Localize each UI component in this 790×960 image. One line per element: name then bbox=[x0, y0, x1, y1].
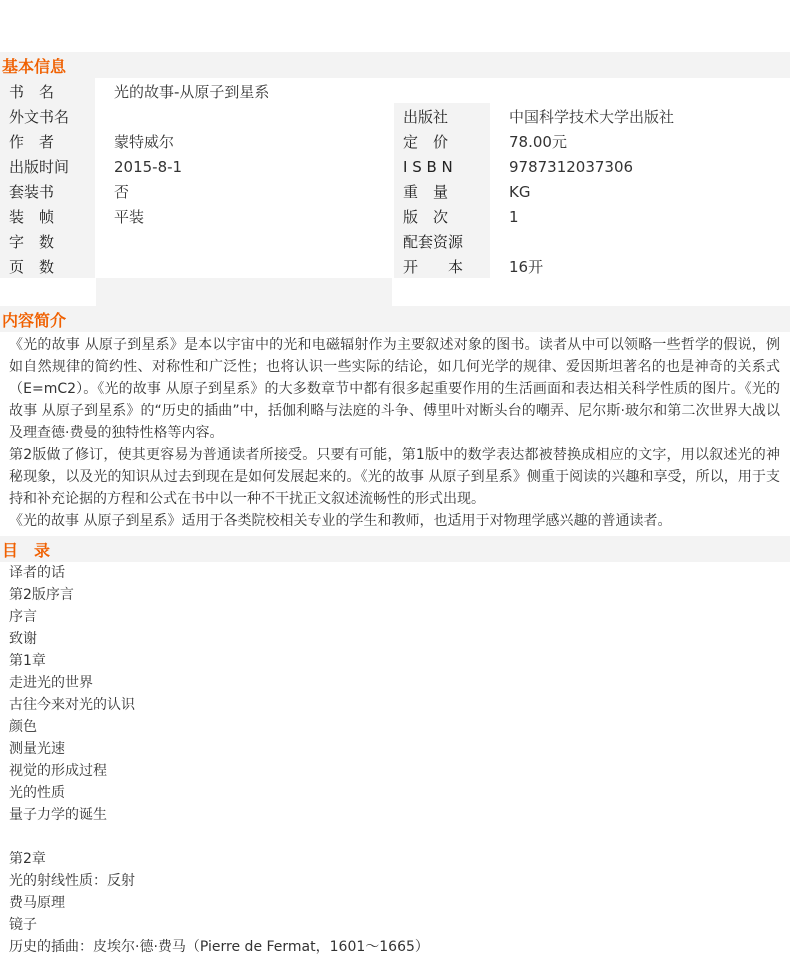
field-value bbox=[96, 103, 392, 128]
field-value: 2015-8-1 bbox=[96, 153, 392, 178]
field-label: 外文书名 bbox=[0, 103, 95, 128]
field-label: 页 数 bbox=[0, 253, 95, 278]
toc-item: 历史的插曲：皮埃尔·德·费马（Pierre de Fermat，1601～1665） bbox=[9, 939, 429, 955]
field-value: 中国科学技术大学出版社 bbox=[491, 103, 790, 128]
toc-item: 测量光速 bbox=[9, 741, 65, 757]
summary-paragraph-1: 《光的故事 从原子到星系》是本以宇宙中的光和电磁辐射作为主要叙述对象的图书。读者从中可以领略一些哲学的假说，例如自然规律的简约性、对称性和广泛性；也将认识一些实际的结论，如几何光学的规律、爱因斯坦著名的也是神奇的关系式（E=mC2）。《光的故事 从原子到星系》的大多数章节中都有很多起重要作用的生活画面和表达相关科学性质的图片。《光的故事 从原子到星系》的“历史的插曲”中，括伽利略与法庭的斗争、傅里叶对断头台的嘲弄、尼尔斯·玻尔和第二次世界大战以及理查德·费曼的独特性格等内容。 bbox=[9, 337, 780, 441]
field-value: 1 bbox=[491, 203, 790, 228]
summary-paragraph-3: 《光的故事 从原子到星系》适用于各类院校相关专业的学生和教师，也适用于对物理学感兴趣的普通读者。 bbox=[9, 513, 672, 529]
toc-item: 序言 bbox=[9, 609, 37, 625]
field-label: 重 量 bbox=[394, 178, 490, 203]
toc-list bbox=[0, 562, 790, 958]
basic-info-header: 基本信息 bbox=[0, 52, 790, 78]
toc-item: 光的性质 bbox=[9, 785, 65, 801]
field-label: 字 数 bbox=[0, 228, 95, 253]
field-label: 开 本 bbox=[394, 253, 490, 278]
field-value: 16开 bbox=[491, 253, 790, 278]
field-label: 作 者 bbox=[0, 128, 95, 153]
field-label: 装 帧 bbox=[0, 203, 95, 228]
field-label: 配套资源 bbox=[394, 228, 490, 253]
info-table-spacer bbox=[0, 278, 790, 306]
info-row bbox=[0, 178, 790, 203]
toc-item: 量子力学的诞生 bbox=[9, 807, 107, 823]
toc-item: 第1章 bbox=[9, 653, 46, 669]
field-value: 9787312037306 bbox=[491, 153, 790, 178]
info-table bbox=[0, 103, 790, 278]
toc-item: 费马原理 bbox=[9, 895, 65, 911]
toc-item: 视觉的形成过程 bbox=[9, 763, 107, 779]
toc-item: 走进光的世界 bbox=[9, 675, 93, 691]
field-label: 出版社 bbox=[394, 103, 490, 128]
info-row bbox=[0, 103, 790, 128]
summary-paragraph-2: 第2版做了修订，使其更容易为普通读者所接受。只要有可能，第1版中的数学表达都被替换成相应的文字，用以叙述光的神秘现象，以及光的知识从过去到现在是如何发展起来的。《光的故事 从原子到星系》侧重于阅读的兴趣和享受，所以，用于支持和补充论据的方程和公式在书中以一种不干扰正文叙述流畅性的形式出现。 bbox=[9, 447, 780, 507]
toc-header: 目 录 bbox=[0, 536, 790, 562]
toc-item: 致谢 bbox=[9, 631, 37, 647]
field-label: 版 次 bbox=[394, 203, 490, 228]
info-row bbox=[0, 153, 790, 178]
field-value: 78.00元 bbox=[491, 128, 790, 153]
title-value: 光的故事-从原子到星系 bbox=[96, 78, 790, 103]
info-row bbox=[0, 128, 790, 153]
toc-item bbox=[9, 826, 790, 848]
field-label: 定 价 bbox=[394, 128, 490, 153]
field-value bbox=[96, 228, 392, 253]
field-value: 否 bbox=[96, 178, 392, 203]
field-value: 蒙特威尔 bbox=[96, 128, 392, 153]
toc-item: 古往今来对光的认识 bbox=[9, 697, 135, 713]
summary-header: 内容简介 bbox=[0, 306, 790, 332]
field-value bbox=[96, 253, 392, 278]
info-row bbox=[0, 253, 790, 278]
info-row bbox=[0, 203, 790, 228]
title-label: 书 名 bbox=[0, 78, 95, 103]
toc-item: 第2版序言 bbox=[9, 587, 74, 603]
toc-item: 镜子 bbox=[9, 917, 37, 933]
field-label: I S B N bbox=[394, 153, 490, 178]
field-value: 平装 bbox=[96, 203, 392, 228]
field-value: KG bbox=[491, 178, 790, 203]
toc-item: 第2章 bbox=[9, 851, 46, 867]
toc-item: 光的射线性质：反射 bbox=[9, 873, 135, 889]
summary-body bbox=[0, 332, 790, 536]
field-label: 出版时间 bbox=[0, 153, 95, 178]
toc-item: 译者的话 bbox=[9, 565, 65, 581]
field-label: 套装书 bbox=[0, 178, 95, 203]
info-row-title bbox=[0, 78, 790, 103]
field-value bbox=[491, 228, 790, 253]
info-row bbox=[0, 228, 790, 253]
toc-item: 颜色 bbox=[9, 719, 37, 735]
